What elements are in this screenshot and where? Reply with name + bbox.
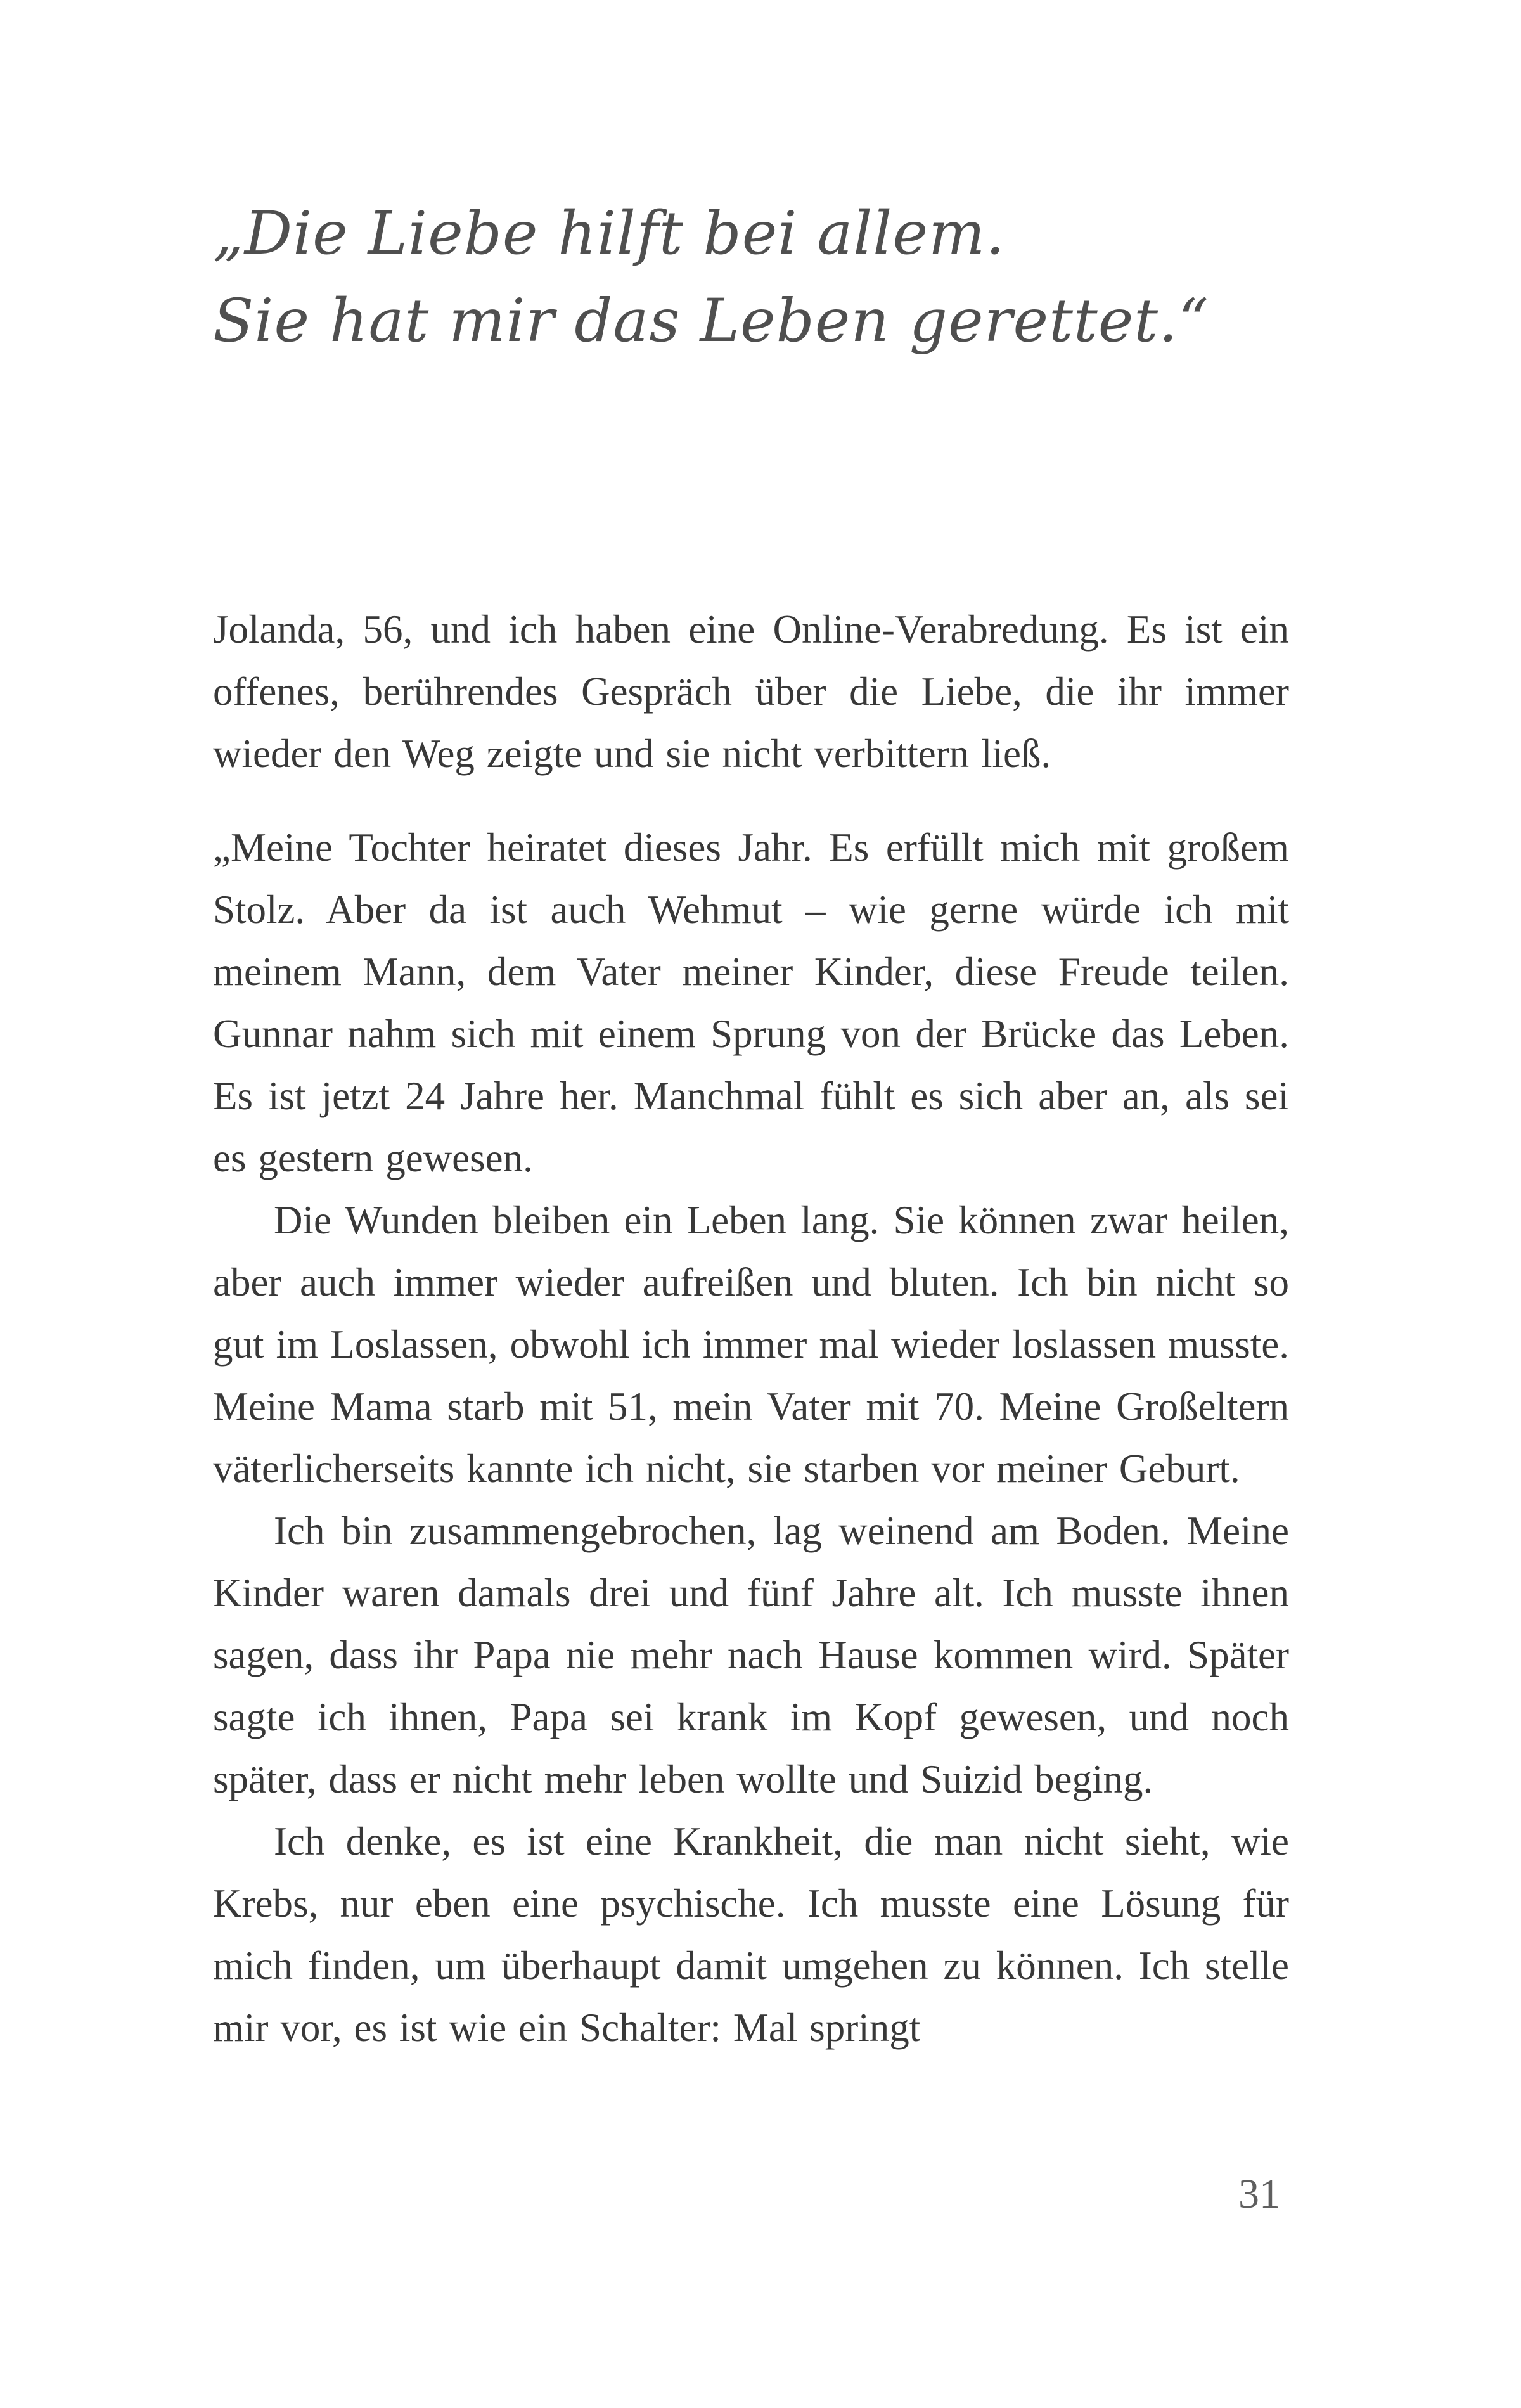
paragraph-intro: Jolanda, 56, und ich haben eine Online-Verabredung. Es ist ein offenes, berührendes Gespräch über die Liebe, die ihr immer wieder den Weg zeigte und sie nicht verbittern ließ. <box>213 607 1289 776</box>
paragraph-wounds: Die Wunden bleiben ein Leben lang. Sie können zwar heilen, aber auch immer wieder aufreißen und bluten. Ich bin nicht so gut im Loslassen, obwohl ich immer mal wieder loslassen musste. Meine Mama starb mit 51, mein Vater mit 70. Meine Großeltern väterlicherseits kannte ich nicht, sie starben vor meiner Geburt. <box>213 1198 1289 1491</box>
page-number: 31 <box>1238 2171 1280 2217</box>
paragraph-illness: Ich denke, es ist eine Krankheit, die man nicht sieht, wie Krebs, nur eben eine psychische. Ich musste eine Lösung für mich finden, um überhaupt damit umgehen zu können. Ich stelle mir vor, es ist wie ein Schalter: Mal springt <box>213 1819 1289 2050</box>
paragraph-quote-start: „Meine Tochter heiratet dieses Jahr. Es erfüllt mich mit großem Stolz. Aber da ist auch Wehmut – wie gerne würde ich mit meinem Mann, dem Vater meiner Kinder, diese Freude teilen. Gunnar nahm sich mit einem Sprung von der Brücke das Leben. Es ist jetzt 24 Jahre her. Manchmal fühlt es sich aber an, als sei es gestern gewesen. <box>213 825 1289 1180</box>
content-column <box>213 0 1289 2059</box>
body-text <box>213 598 1289 2059</box>
paragraph-collapse: Ich bin zusammengebrochen, lag weinend am Boden. Meine Kinder waren damals drei und fünf Jahre alt. Ich musste ihnen sagen, dass ihr Papa nie mehr nach Hause kommen wird. Später sagte ich ihnen, Papa sei krank im Kopf gewesen, und noch später, dass er nicht mehr leben wollte und Suizid beging. <box>213 1509 1289 1801</box>
quote-line-1: „Die Liebe hilft bei allem. <box>213 199 1006 268</box>
quote-line-2: Sie hat mir das Leben gerettet.“ <box>213 287 1210 356</box>
chapter-quote <box>213 190 1289 365</box>
